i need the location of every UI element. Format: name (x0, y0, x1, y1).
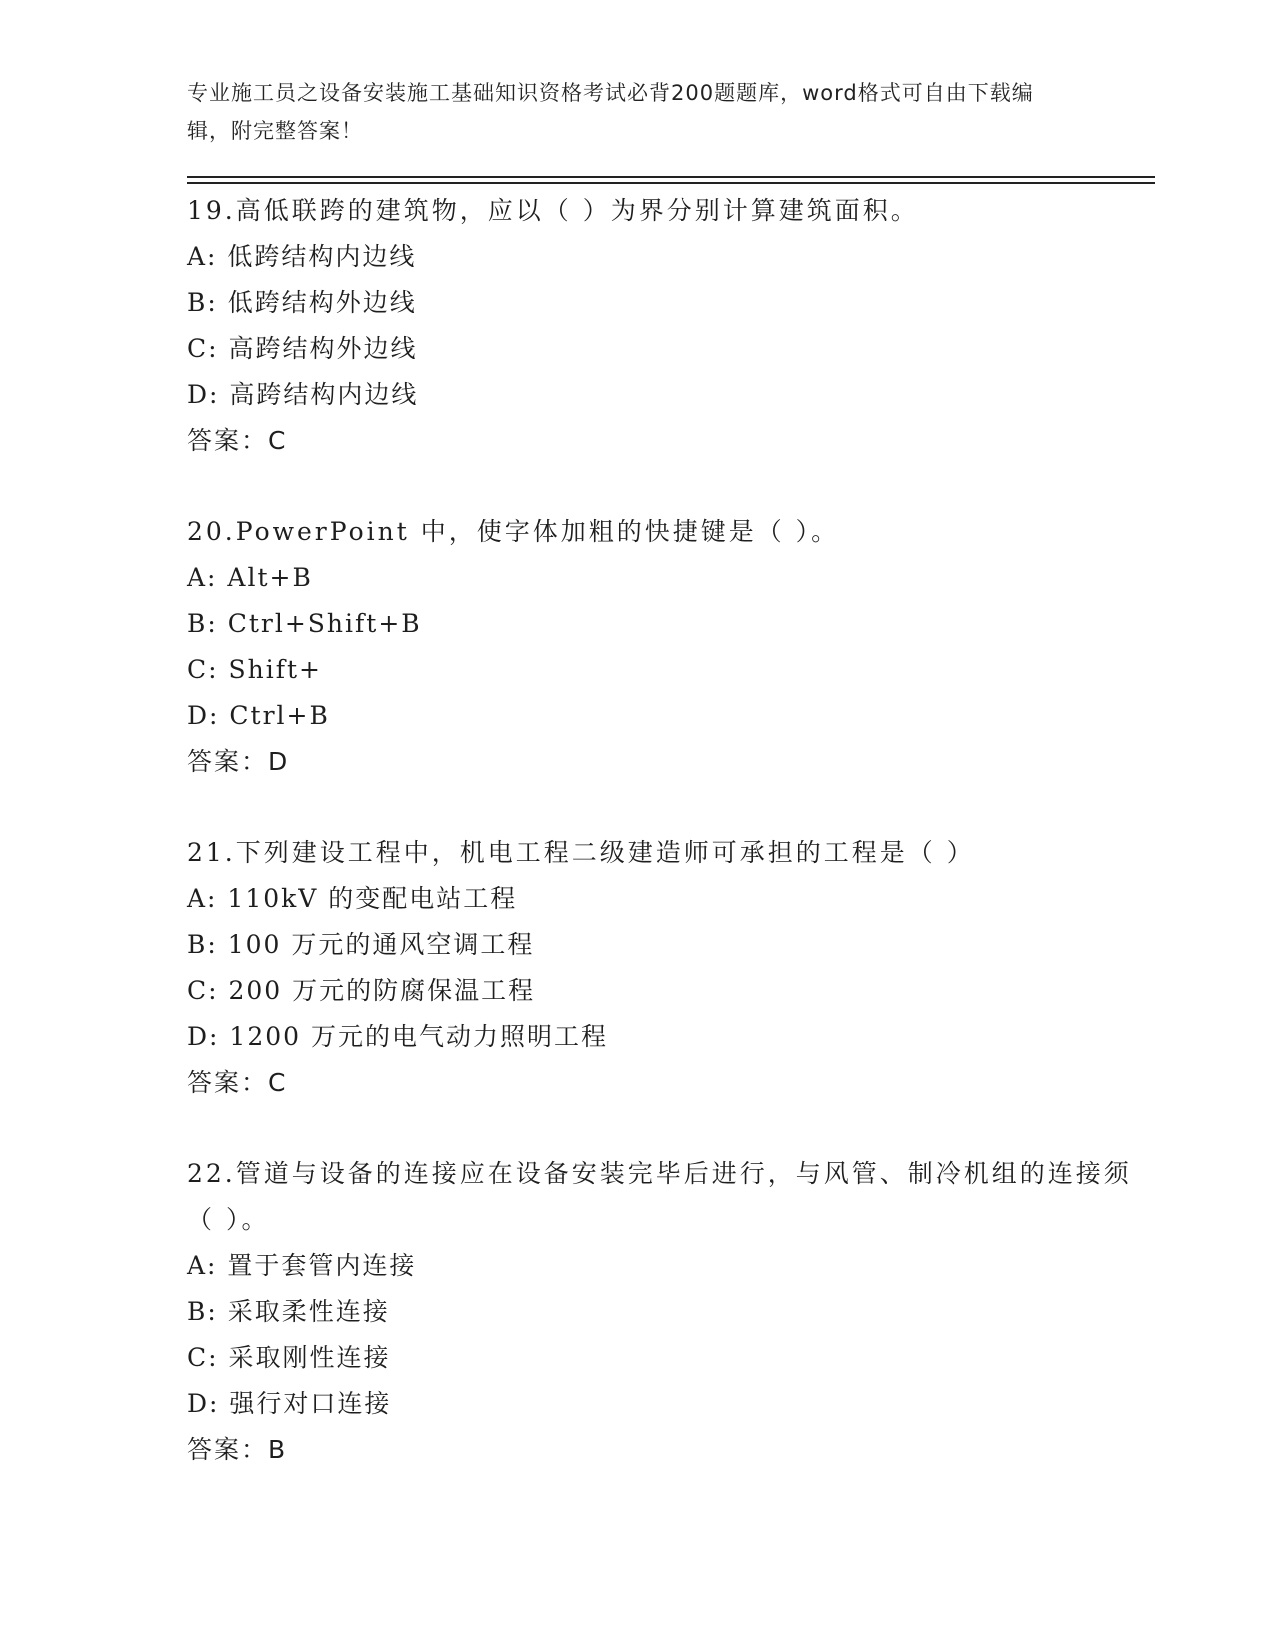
option-b: B: 低跨结构外边线 (187, 288, 417, 317)
option-b: B: 采取柔性连接 (187, 1297, 390, 1326)
header-divider-top (187, 176, 1155, 178)
question-20 (187, 509, 1147, 785)
option-d: D: 高跨结构内边线 (187, 380, 419, 409)
header-text: 专业施工员之设备安装施工基础知识资格考试必背200题题库，word格式可自由下载编辑，附完整答案！ (187, 81, 1034, 143)
header-divider-bottom (187, 182, 1155, 184)
question-stem: 20.PowerPoint 中，使字体加粗的快捷键是（ ）。 (187, 517, 840, 546)
option-c: C: Shift+ (187, 655, 322, 684)
question-19 (187, 188, 1147, 464)
question-stem: 19.高低联跨的建筑物，应以（ ）为界分别计算建筑面积。 (187, 196, 919, 225)
option-b: B: Ctrl+Shift+B (187, 609, 422, 638)
option-d: D: 1200 万元的电气动力照明工程 (187, 1022, 608, 1051)
option-a: A: 置于套管内连接 (187, 1251, 417, 1280)
option-c: C: 200 万元的防腐保温工程 (187, 976, 536, 1005)
option-a: A: Alt+B (187, 563, 313, 592)
document-header (187, 74, 1067, 150)
question-stem: 22.管道与设备的连接应在设备安装完毕后进行，与风管、制冷机组的连接须（ ）。 (187, 1159, 1132, 1234)
option-c: C: 采取刚性连接 (187, 1343, 391, 1372)
question-21 (187, 830, 1147, 1106)
option-d: D: 强行对口连接 (187, 1389, 392, 1418)
question-22 (187, 1151, 1147, 1473)
answer-line: 答案：C (187, 426, 288, 455)
answer-line: 答案：B (187, 1435, 288, 1464)
question-stem: 21.下列建设工程中，机电工程二级建造师可承担的工程是（ ） (187, 838, 975, 867)
option-b: B: 100 万元的通风空调工程 (187, 930, 535, 959)
option-d: D: Ctrl+B (187, 701, 330, 730)
answer-line: 答案：C (187, 1068, 288, 1097)
answer-line: 答案：D (187, 747, 290, 776)
option-a: A: 低跨结构内边线 (187, 242, 417, 271)
question-list (187, 188, 1147, 1473)
option-c: C: 高跨结构外边线 (187, 334, 418, 363)
option-a: A: 110kV 的变配电站工程 (187, 884, 518, 913)
